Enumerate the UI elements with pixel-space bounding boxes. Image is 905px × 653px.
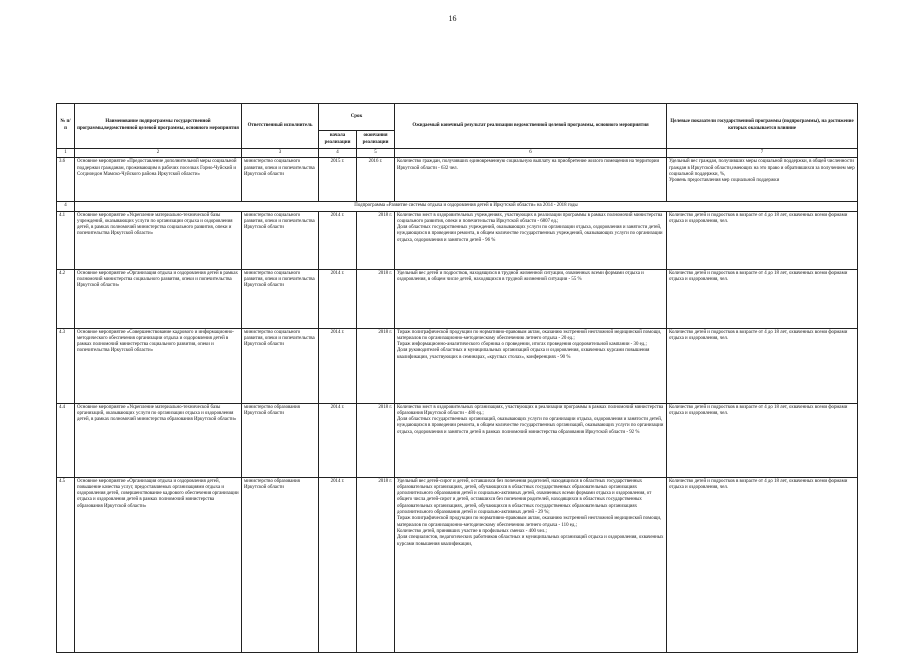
header-name: Наименование подпрограммы государственной программы,ведомственной целевой программы, основного мероприятия (75, 104, 242, 149)
indicator-line: Количество детей и подростков в возрасте от 4 до 18 лет, охваченных всеми формами отдыха и оздоровления, чел. (669, 478, 848, 490)
row-num: 4.5 (57, 477, 75, 652)
row-start: 2014 г. (319, 211, 357, 269)
result-line: Удельный вес детей-сирот и детей, оставшихся без попечения родителей, находящихся в областных государственных образовательных организациях, детей, обучающихся в областных государственных образовательных организациях дополнительного образования детей и социально-активных детей, охваченных всеми формами отдыха и оздоровления, от общего числа детей-сирот и детей, оставшихся без попечения родителей, находящихся в областных государственных образовательных организациях, детей, обучающихся в областных государственных образовательных организациях дополнительного образования детей и социально-активных детей - 29 %; (397, 478, 652, 516)
row-name: Основное мероприятие «Укрепление материально-технической базы учреждений, оказывающих услуги по организации отдыха и оздоровления детей, в рамках полномочий министерства социального развития, опеки и попечительства Иркутской области» (75, 211, 242, 269)
row-end: 2018 г. (357, 477, 395, 652)
row-responsible: министерство образования Иркутской области (242, 477, 319, 652)
column-number: 2 (75, 149, 242, 158)
result-line: Доля областных государственных учреждений, оказывающих услуги по организации отдыха, оздоровления и занятости детей, нуждающихся в проведении ремонта, в общем количестве государственных учреждений, оказывающих услуги по организации отдыха, оздоровления и занятости детей - 96 % (397, 225, 663, 243)
result-line: Количество мест в оздоровительных организациях, участвующих в реализации программы в рамках полномочий министерства образования Иркутской области - 480 ед.; (397, 404, 664, 416)
row-end: 2018 г. (357, 403, 395, 477)
row-result (395, 477, 667, 652)
table-row (57, 477, 858, 652)
subprogram-title: Подпрограмма «Развитие системы отдыха и оздоровления детей в Иркутской области» на 2014 - 2018 годы (75, 202, 858, 211)
result-line: Удельный вес детей и подростков, находящихся в трудной жизненной ситуации, охваченных всеми формами отдыха и оздоровления, в общем числе детей, находящихся в трудной жизненной ситуации - 55 % (397, 270, 644, 282)
table-row (57, 158, 858, 202)
row-name: Основное мероприятие «Предоставление дополнительной меры социальной поддержки гражданам, проживающим в рабочих поселках Горно-Чуйский и Согдиондон Мамско-Чуйского района Иркутской области» (75, 158, 242, 202)
row-responsible: министерство образования Иркутской области (242, 403, 319, 477)
row-result (395, 269, 667, 328)
result-line: Доля специалистов, педагогических работников областных и муниципальных организаций отдыха и оздоровления, охваченных курсами повышения квалификации, (397, 535, 664, 547)
column-number: 3 (242, 149, 319, 158)
row-indicators (667, 211, 858, 269)
row-indicators (667, 328, 858, 403)
row-num: 4.1 (57, 211, 75, 269)
header-result: Ожидаемый конечный результат реализации ведомственной целевой программы, основного мероприятия (395, 104, 667, 149)
column-number: 5 (357, 149, 395, 158)
table-header-row (57, 104, 858, 131)
row-result (395, 403, 667, 477)
row-responsible: министерство социального развития, опеки и попечительства Иркутской области (242, 158, 319, 202)
row-end: 2018 г. (357, 269, 395, 328)
column-number: 6 (395, 149, 667, 158)
row-name: Основное мероприятие «Организация отдыха и оздоровления детей в рамках полномочий министерства социального развития, опеки и попечительства Иркутской области» (75, 269, 242, 328)
row-responsible: министерство социального развития, опеки и попечительства Иркутской области (242, 269, 319, 328)
row-start: 2014 г. (319, 269, 357, 328)
column-number: 1 (57, 149, 75, 158)
row-responsible: министерство социального развития, опеки и попечительства Иркутской области (242, 328, 319, 403)
page-number: 16 (448, 14, 457, 23)
subprogram-num: 4 (57, 202, 75, 211)
indicator-line: Количество детей и подростков в возрасте от 4 до 18 лет, охваченных всеми формами отдыха и оздоровления, чел. (669, 404, 848, 416)
row-num: 4.4 (57, 403, 75, 477)
row-name: Основное мероприятие «Организация отдыха и оздоровления детей, повышение качества услуг, предоставляемых организациями отдыха и оздоровления детей, совершенствование кадрового обеспечения организации отдыха и оздоровления детей в рамках полномочий министерства образования Иркутской области» (75, 477, 242, 652)
result-line: Количество детей, принявших участие в профильных сменах - 400 чел.; (397, 528, 547, 534)
row-num: 4.2 (57, 269, 75, 328)
subprogram-title-row (57, 202, 858, 211)
row-num: 3.6 (57, 158, 75, 202)
column-number-row (57, 149, 858, 158)
result-line: Количество мест в оздоровительных учреждениях, участвующих в реализации программы в рамках полномочий министерства социального развития, опеки и попечительства Иркутской области - 6807 ед.; (397, 212, 663, 224)
header-end: окончания реализации (357, 131, 395, 149)
result-line: Тираж информационно-аналитического сборника о проведении, итогах проведения оздоровительной кампании - 30 ед.; (397, 342, 647, 348)
programs-table (56, 103, 858, 653)
row-indicators (667, 403, 858, 477)
row-start: 2014 г. (319, 328, 357, 403)
result-line: Количество граждан, получивших единовременную социальную выплату на приобретение жилого помещения на территории Иркутской области - 632 чел. (397, 159, 660, 171)
row-indicators (667, 477, 858, 652)
result-line: Доля областных государственных организаций, оказывающих услуги по организации отдыха, оздоровления и занятости детей, нуждающихся в проведении ремонта, в общем количестве государственных организаций, оказывающих услуги по организации отдыха, оздоровления и занятости детей в рамках полномочий министерства образования Иркутской области - 92 % (397, 417, 664, 435)
row-responsible: министерство социального развития, опеки и попечительства Иркутской области (242, 211, 319, 269)
row-result (395, 211, 667, 269)
row-end: 2016 г. (357, 158, 395, 202)
table-row (57, 328, 858, 403)
indicator-line: Удельный вес граждан, получивших меры социальной поддержки, в общей численности граждан в Иркутской области,имеющих на это право и обратившихся за получением мер социальной поддержки, %, (669, 159, 855, 177)
result-line: Тираж полиграфической продукции по нормативно-правовым актам, оказанию экстренной неотложной медицинской помощи, материалов по организационно-методическому обеспечению летнего отдыха - 110 ед.; (397, 516, 662, 528)
row-indicators (667, 269, 858, 328)
header-num: № п/п (57, 104, 75, 149)
row-name: Основное мероприятие «Укрепление материально-технической базы организаций, оказывающих услуги по организации отдыха и оздоровления детей, в рамках полномочий министерства образования Иркутской области» (75, 403, 242, 477)
indicator-line: Количество детей и подростков в возрасте от 4 до 18 лет, охваченных всеми формами отдыха и оздоровления, чел. (669, 270, 848, 282)
header-term: Срок (319, 104, 395, 131)
row-result (395, 158, 667, 202)
row-indicators (667, 158, 858, 202)
indicator-line: Количество детей и подростков в возрасте от 4 до 18 лет, охваченных всеми формами отдыха и оздоровления, чел. (669, 212, 848, 224)
row-end: 2018 г. (357, 328, 395, 403)
row-start: 2015 г. (319, 158, 357, 202)
row-num: 4.3 (57, 328, 75, 403)
table-row (57, 269, 858, 328)
header-responsible: Ответственный исполнитель (242, 104, 319, 149)
result-line: Доля руководителей областных и муниципальных организаций отдыха и оздоровления, охваченных курсами повышения квалификации, участвующих в семинарах, «круглых столах», конференциях - 90 % (397, 348, 650, 360)
header-indicators: Целевые показатели государственной программы (подпрограммы), на достижение которых оказывается влияние (667, 104, 858, 149)
row-start: 2014 г. (319, 477, 357, 652)
indicator-line: Количество детей и подростков в возрасте от 4 до 18 лет, охваченных всеми формами отдыха и оздоровления, чел. (669, 329, 848, 341)
row-name: Основное мероприятие «Совершенствование кадрового и информационно-методического обеспечения организации отдыха и оздоровления детей в рамках полномочий министерства социального развития, опеки и попечительства Иркутской области» (75, 328, 242, 403)
table-row (57, 211, 858, 269)
column-number: 4 (319, 149, 357, 158)
result-line: Тираж полиграфической продукции по нормативно-правовым актам, оказанию экстренной неотложной медицинской помощи, материалов по организационно-методическому обеспечению летнего отдыха - 20 ед.; (397, 329, 662, 341)
row-end: 2018 г. (357, 211, 395, 269)
indicator-line: Уровень предоставления мер социальной поддержки (669, 178, 780, 184)
row-result (395, 328, 667, 403)
row-start: 2014 г. (319, 403, 357, 477)
header-start: начала реализации (319, 131, 357, 149)
table-row (57, 403, 858, 477)
column-number: 7 (667, 149, 858, 158)
